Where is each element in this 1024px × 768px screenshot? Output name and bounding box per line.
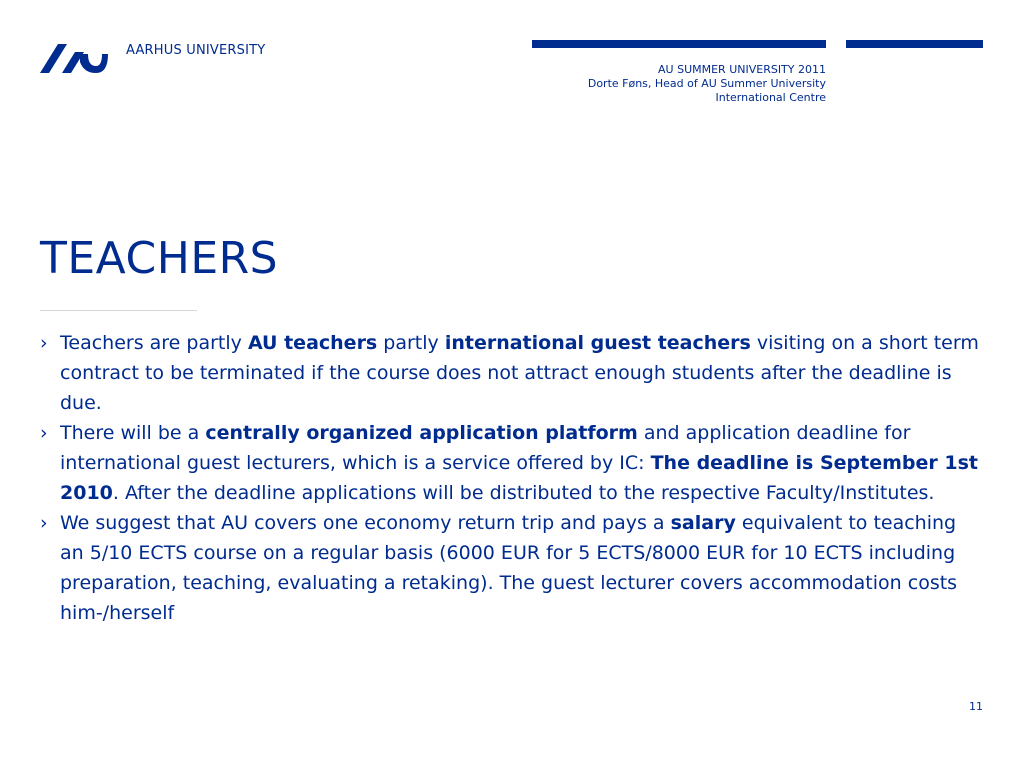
header-presenter: Dorte Føns, Head of AU Summer University — [587, 77, 826, 90]
title-divider — [40, 310, 197, 311]
bullet-text: . After the deadline applications will be distributed to the respective Faculty/Institutes. — [112, 482, 935, 504]
page-number: 11 — [969, 700, 983, 713]
bullet-emphasis: salary — [670, 512, 736, 534]
bullet-emphasis: international guest teachers — [444, 332, 751, 354]
aarhus-university-logo-icon — [40, 40, 108, 74]
bullet-marker-icon: › — [40, 422, 48, 444]
header-event-name: AU SUMMER UNIVERSITY 2011 — [658, 63, 826, 76]
bullet-text: visiting on a short term contract to be terminated if the course does not attract enough students after the deadline is due. — [60, 332, 979, 414]
slide-title: TEACHERS — [40, 233, 279, 284]
bullet-text: Teachers are partly — [60, 332, 248, 354]
organization-name: AARHUS UNIVERSITY — [126, 43, 266, 58]
bullet-text: We suggest that AU covers one economy return trip and pays a — [60, 512, 671, 534]
header-accent-bar-right — [846, 40, 983, 48]
header-accent-bar-left — [532, 40, 826, 48]
bullet-marker-icon: › — [40, 512, 48, 534]
header-info — [588, 63, 826, 105]
bullet-emphasis: centrally organized application platform — [205, 422, 638, 444]
bullet-text: equivalent to teaching an 5/10 ECTS course on a regular basis (6000 EUR for 5 ECTS/8000 EUR for 10 ECTS including preparation, teaching, evaluating a retaking). The guest lecturer covers accommodation costs him-/herself — [60, 512, 958, 624]
bullet-marker-icon: › — [40, 332, 48, 354]
bullet-emphasis: AU teachers — [247, 332, 378, 354]
bullet-text: partly — [377, 332, 445, 354]
header-department: International Centre — [715, 91, 826, 104]
bullet-text: There will be a — [60, 422, 206, 444]
bullet-item — [40, 418, 985, 508]
bullet-text: and application deadline for international guest lecturers, which is a service offered by IC: — [60, 422, 911, 474]
bullet-list — [40, 328, 985, 628]
bullet-item — [40, 328, 985, 418]
bullet-emphasis: The deadline is September 1st 2010 — [60, 452, 978, 504]
bullet-item — [40, 508, 985, 628]
